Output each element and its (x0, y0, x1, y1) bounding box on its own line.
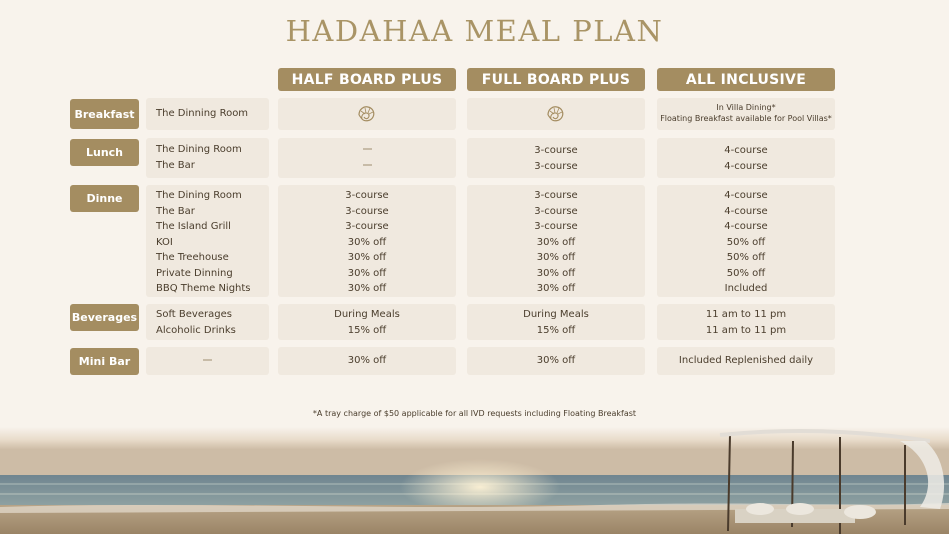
value-label: 30% off (536, 252, 576, 263)
value-label: Included (724, 283, 768, 294)
value-label: 30% off (347, 267, 387, 279)
venue-label: Soft Beverages (156, 309, 232, 320)
value-label: 30% off (347, 355, 387, 366)
lunch-all-inclusive (657, 138, 835, 178)
category-lunch: Lunch (70, 139, 139, 166)
lunch-full-board (467, 138, 645, 178)
dash-mark (363, 164, 372, 166)
breakfast-venues (146, 98, 269, 130)
value-label: Floating Breakfast available for Pool Villas* (660, 113, 832, 123)
beverages-half-board (278, 304, 456, 340)
value-label: 4-course (724, 221, 768, 232)
category-beverages: Beverages (70, 304, 139, 331)
value-label: 3-course (534, 221, 578, 232)
value-label: Included Replenished daily (678, 355, 814, 366)
value-label: 3-course (534, 160, 578, 172)
venue-label: The Dinning Room (156, 108, 249, 119)
value-label: 50% off (726, 236, 766, 248)
breakfast-all-inclusive (657, 98, 835, 130)
value-label: During Meals (523, 309, 589, 320)
breakfast-half-board (278, 98, 456, 130)
value-label: 3-course (345, 221, 389, 232)
value-label: 3-course (534, 205, 578, 217)
dash-mark (363, 148, 372, 150)
value-label: 30% off (536, 283, 576, 294)
venue-label: The Dining Room (156, 144, 242, 155)
beverages-all-inclusive (657, 304, 835, 340)
venue-label: KOI (156, 236, 173, 248)
value-label: 30% off (347, 252, 387, 263)
venue-label: The Island Grill (156, 221, 231, 232)
value-label: 3-course (345, 205, 389, 217)
minibar-all-inclusive (657, 347, 835, 375)
shell-icon (357, 105, 377, 123)
footnote: *A tray charge of $50 applicable for all IVD requests including Floating Breakfast (312, 409, 637, 418)
value-label: 15% off (536, 324, 576, 336)
value-label: 30% off (347, 283, 387, 294)
venue-label: The Treehouse (156, 252, 229, 263)
venue-label: Private Dinning (156, 267, 233, 279)
plan-header-full-board-plus: FULL BOARD PLUS (467, 68, 645, 91)
shell-icon (546, 105, 566, 123)
value-label: 3-course (345, 190, 389, 201)
value-label: 4-course (724, 190, 768, 201)
breakfast-full-board (467, 98, 645, 130)
value-label: 3-course (534, 190, 578, 201)
category-breakfast: Breakfast (70, 99, 139, 129)
value-label: 15% off (347, 324, 387, 336)
value-label: 50% off (726, 252, 766, 263)
venue-label: BBQ Theme Nights (156, 283, 251, 294)
value-label: 11 am to 11 pm (705, 324, 787, 336)
dinner-full-board (467, 185, 645, 297)
dash-mark (203, 359, 212, 361)
beverages-full-board (467, 304, 645, 340)
value-label: 30% off (347, 236, 387, 248)
value-label: 11 am to 11 pm (705, 309, 787, 320)
plan-header-all-inclusive: ALL INCLUSIVE (657, 68, 835, 91)
category-dinner: Dinne (70, 185, 139, 212)
venue-label: The Bar (156, 205, 195, 217)
value-label: 30% off (536, 236, 576, 248)
value-label: 4-course (724, 160, 768, 172)
venue-label: The Dining Room (156, 190, 242, 201)
value-label: 4-course (724, 145, 768, 156)
value-label: During Meals (334, 309, 400, 320)
category-mini-bar: Mini Bar (70, 348, 139, 375)
value-label: In Villa Dining* (716, 103, 776, 112)
venue-label: Alcoholic Drinks (156, 324, 236, 336)
value-label: 50% off (726, 267, 766, 279)
beach-photo (0, 427, 949, 534)
dinner-venues (146, 185, 269, 297)
lunch-half-board (278, 138, 456, 178)
value-label: 3-course (534, 145, 578, 156)
value-label: 30% off (536, 355, 576, 366)
dinner-all-inclusive (657, 185, 835, 297)
dinner-half-board (278, 185, 456, 297)
lunch-venues (146, 138, 269, 178)
minibar-full-board (467, 347, 645, 375)
page-title: HADAHAA MEAL PLAN (285, 14, 664, 48)
value-label: 30% off (536, 267, 576, 279)
minibar-venues (146, 347, 269, 375)
venue-label: The Bar (156, 159, 195, 171)
value-label: 4-course (724, 205, 768, 217)
plan-header-half-board-plus: HALF BOARD PLUS (278, 68, 456, 91)
minibar-half-board (278, 347, 456, 375)
beverages-venues (146, 304, 269, 340)
